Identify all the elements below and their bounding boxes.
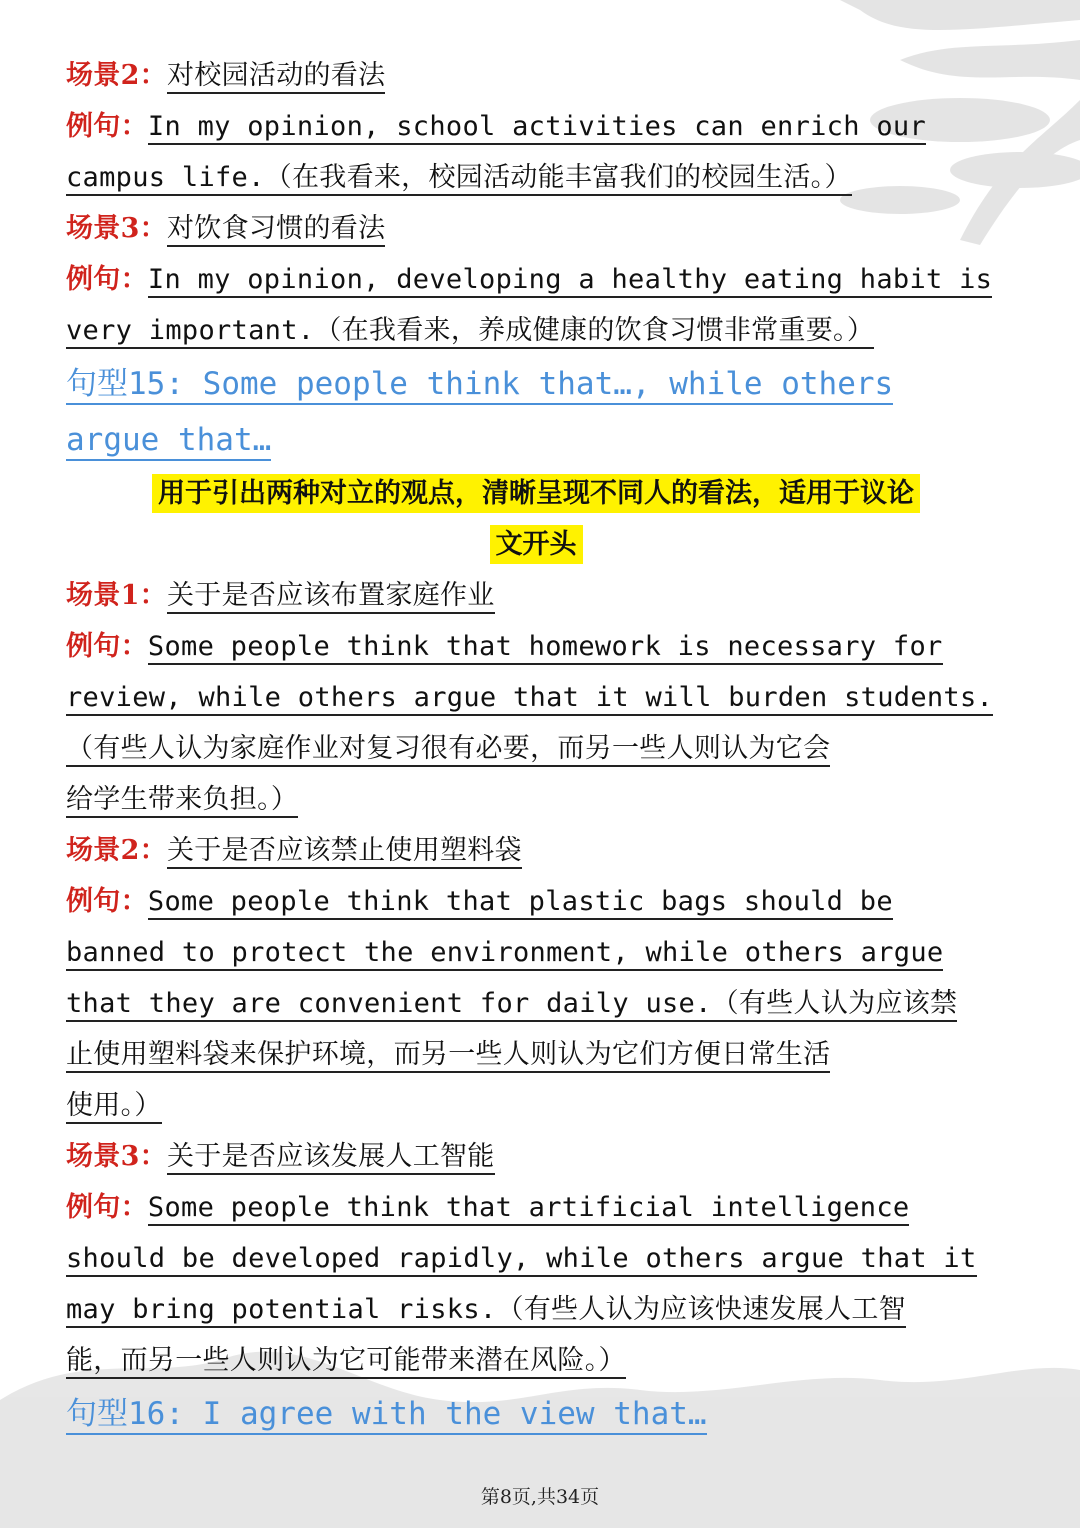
usage-highlight: 文开头 <box>490 525 583 564</box>
example-line <box>66 621 1006 672</box>
example-line <box>66 305 1006 356</box>
example-text: very important.（在我看来，养成健康的饮食习惯非常重要。） <box>66 315 874 349</box>
example-text: banned to protect the environment, while others argue <box>66 937 943 971</box>
example-line <box>66 672 1006 723</box>
example-text: In my opinion, developing a healthy eating habit is <box>148 264 992 298</box>
pattern-heading-text[interactable]: 句型15: Some people think that…, while others <box>66 366 893 405</box>
example-text: should be developed rapidly, while others argue that it <box>66 1243 977 1277</box>
scene-line <box>66 203 1006 254</box>
example-line <box>66 254 1006 305</box>
example-text: Some people think that artificial intelligence <box>148 1192 910 1226</box>
scene-label: 场景1： <box>66 580 167 611</box>
scene-label: 场景3： <box>66 1141 167 1172</box>
example-line <box>66 927 1006 978</box>
example-label: 例句： <box>66 264 148 295</box>
example-line <box>66 723 1006 774</box>
pattern-heading[interactable] <box>66 1386 1006 1442</box>
example-text: In my opinion, school activities can enrich our <box>148 111 926 145</box>
scene-text: 关于是否应该布置家庭作业 <box>167 580 495 614</box>
example-text: campus life.（在我看来，校园活动能丰富我们的校园生活。） <box>66 162 852 196</box>
example-text: 给学生带来负担。） <box>66 784 298 818</box>
example-label: 例句： <box>66 111 148 142</box>
example-label: 例句： <box>66 1192 148 1223</box>
scene-text: 关于是否应该发展人工智能 <box>167 1141 495 1175</box>
pattern-heading-text[interactable]: argue that… <box>66 422 271 461</box>
scene-text: 对饮食习惯的看法 <box>167 213 385 247</box>
example-line <box>66 774 1006 825</box>
page-footer: 第8页,共34页 <box>480 1486 600 1508</box>
example-line <box>66 1284 1006 1335</box>
example-text: 止使用塑料袋来保护环境，而另一些人则认为它们方便日常生活 <box>66 1039 830 1073</box>
scene-label: 场景3： <box>66 213 167 244</box>
usage-highlight: 用于引出两种对立的观点，清晰呈现不同人的看法，适用于议论 <box>152 474 920 513</box>
document-body <box>66 50 1006 1442</box>
example-text: 能，而另一些人则认为它可能带来潜在风险。） <box>66 1345 626 1379</box>
scene-text: 关于是否应该禁止使用塑料袋 <box>167 835 522 869</box>
pattern-heading[interactable] <box>66 356 1006 412</box>
example-text: Some people think that plastic bags should be <box>148 886 893 920</box>
scene-line <box>66 50 1006 101</box>
scene-line <box>66 1131 1006 1182</box>
example-line <box>66 101 1006 152</box>
example-line <box>66 1233 1006 1284</box>
example-label: 例句： <box>66 886 148 917</box>
example-line <box>66 1029 1006 1080</box>
scene-text: 对校园活动的看法 <box>167 60 385 94</box>
example-line <box>66 1182 1006 1233</box>
example-text: that they are convenient for daily use.（有些人认为应该禁 <box>66 988 957 1022</box>
pattern-heading-text[interactable]: 句型16: I agree with the view that… <box>66 1396 707 1435</box>
usage-note <box>66 468 1006 570</box>
example-text: Some people think that homework is necessary for <box>148 631 943 665</box>
example-line <box>66 978 1006 1029</box>
example-line <box>66 1335 1006 1386</box>
example-text: review, while others argue that it will burden students. <box>66 682 993 716</box>
scene-line <box>66 570 1006 621</box>
example-line <box>66 1080 1006 1131</box>
scene-line <box>66 825 1006 876</box>
example-text: may bring potential risks.（有些人认为应该快速发展人工智 <box>66 1294 906 1328</box>
example-line <box>66 876 1006 927</box>
example-line <box>66 152 1006 203</box>
scene-label: 场景2： <box>66 60 167 91</box>
example-text: （有些人认为家庭作业对复习很有必要，而另一些人则认为它会 <box>66 733 830 767</box>
example-text: 使用。） <box>66 1090 162 1124</box>
example-label: 例句： <box>66 631 148 662</box>
pattern-heading[interactable] <box>66 412 1006 468</box>
scene-label: 场景2： <box>66 835 167 866</box>
